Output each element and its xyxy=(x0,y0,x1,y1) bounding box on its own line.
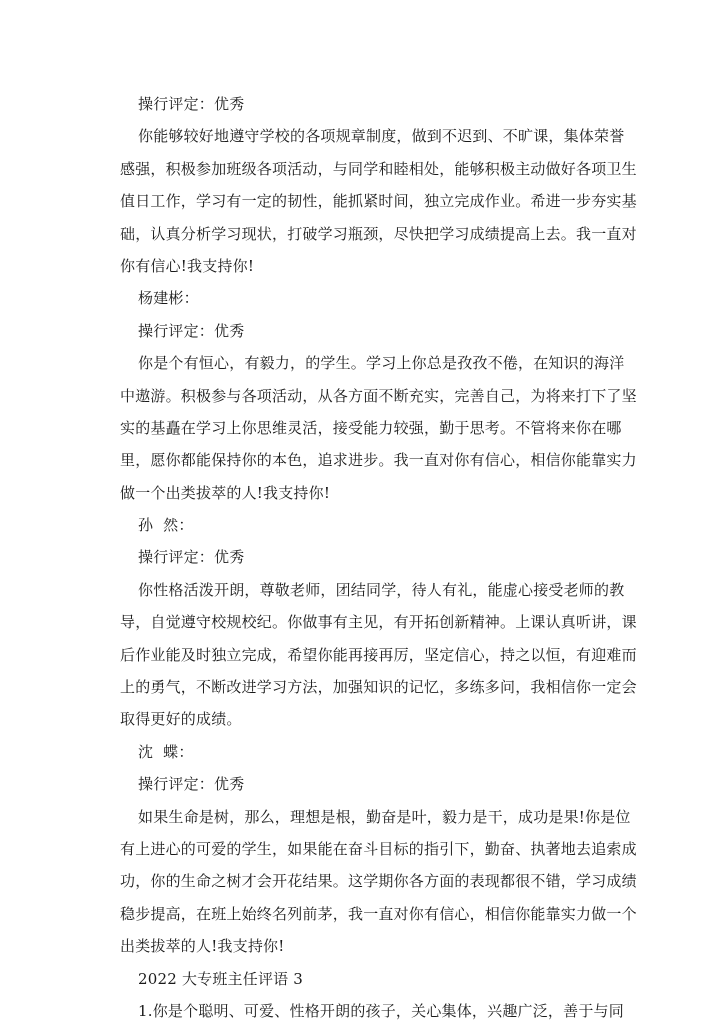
comment-line: 础，认真分析学习现状，打破学习瓶颈，尽快把学习成绩提高上去。我一直对 xyxy=(120,224,637,243)
comment-line: 你能够较好地遵守学校的各项规章制度，做到不迟到、不旷课，集体荣誉 xyxy=(138,127,625,146)
comment-line: 里，愿你都能保持你的本色，追求进步。我一直对你有信心，相信你能靠实力 xyxy=(120,451,637,470)
grade-line: 操行评定：优秀 xyxy=(138,548,245,567)
grade-line: 操行评定：优秀 xyxy=(138,95,245,113)
comment-line: 如果生命是树，那么，理想是根，勤奋是叶，毅力是干，成功是果!你是位 xyxy=(138,807,631,826)
comment-line: 取得更好的成绩。 xyxy=(120,710,242,729)
comment-line: 稳步提高，在班上始终名列前茅，我一直对你有信心，相信你能靠实力做一个 xyxy=(120,904,637,923)
student-name: 杨建彬： xyxy=(138,289,199,308)
comment-line: 你有信心!我支持你! xyxy=(120,256,255,275)
comment-line: 导，自觉遵守校规校纪。你做事有主见，有开拓创新精神。上课认真听讲，课 xyxy=(120,613,637,632)
section-heading: 2022 大专班主任评语 3 xyxy=(138,969,304,988)
comment-line: 功，你的生命之树才会开花结果。这学期你各方面的表现都很不错，学习成绩 xyxy=(120,872,637,891)
comment-line: 上的勇气，不断改进学习方法，加强知识的记忆，多练多问，我相信你一定会 xyxy=(120,678,637,697)
comment-line: 后作业能及时独立完成，希望你能再接再厉，坚定信心，持之以恒，有迎难而 xyxy=(120,645,637,664)
comment-line: 做一个出类拔萃的人!我支持你! xyxy=(120,483,331,502)
student-name: 沈 蝶： xyxy=(138,742,194,761)
comment-line: 你性格活泼开朗，尊敬老师，团结同学，待人有礼，能虚心接受老师的教 xyxy=(138,580,625,599)
comment-line: 值日工作，学习有一定的韧性，能抓紧时间，独立完成作业。希进一步夯实基 xyxy=(120,192,637,211)
comment-line: 出类拔萃的人!我支持你! xyxy=(120,937,285,956)
comment-line: 实的基矗在学习上你思维灵活，接受能力较强，勤于思考。不管将来你在哪 xyxy=(120,418,622,437)
comment-line: 中遨游。积极参与各项活动，从各方面不断充实，完善自己，为将来打下了坚 xyxy=(120,386,637,405)
grade-line: 操行评定：优秀 xyxy=(138,321,245,340)
comment-line: 有上进心的可爱的学生，如果能在奋斗目标的指引下，勤奋、执著地去追索成 xyxy=(120,839,637,858)
comment-line: 感强，积极参加班级各项活动，与同学和睦相处，能够积极主动做好各项卫生 xyxy=(120,159,637,178)
comment-line: 1.你是个聪明、可爱、性格开朗的孩子，关心集体，兴趣广泛，善于与同 xyxy=(138,1001,624,1020)
grade-line: 操行评定：优秀 xyxy=(138,775,245,794)
comment-line: 你是个有恒心，有毅力，的学生。学习上你总是孜孜不倦，在知识的海洋 xyxy=(138,354,625,373)
document-body xyxy=(0,88,720,1027)
student-name: 孙 然： xyxy=(138,516,194,535)
